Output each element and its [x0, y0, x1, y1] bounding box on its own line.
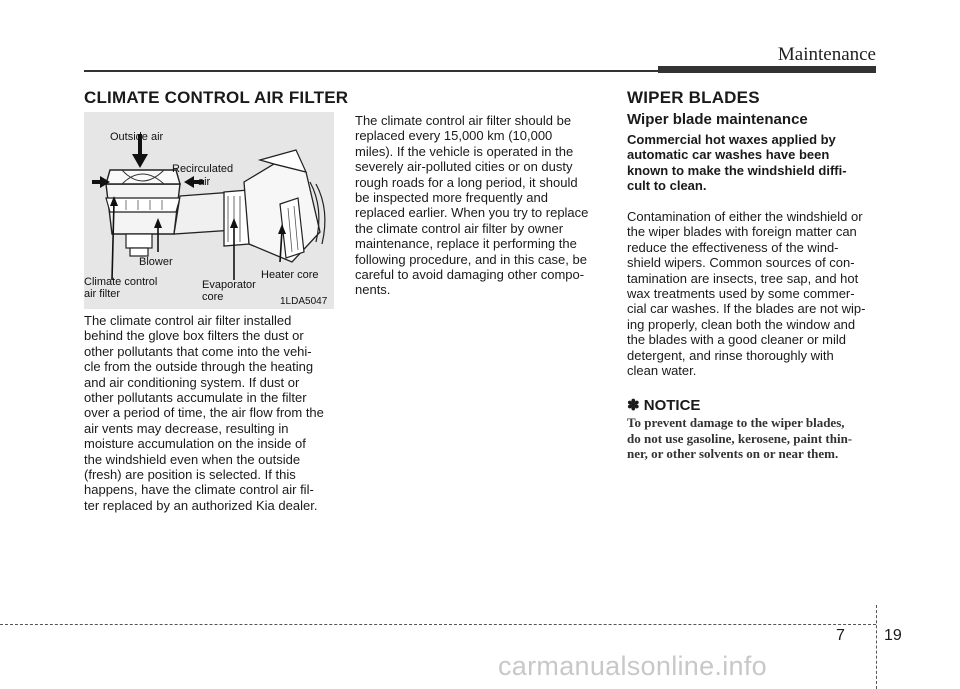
footer-rule	[0, 624, 876, 625]
hot-wax-warning-paragraph: Commercial hot waxes applied by automatic car washes have been known to make the windshield diffi- cult to clean.	[627, 132, 847, 194]
page-number: 19	[884, 627, 902, 644]
label-recirculated-air-1: Recirculated	[172, 163, 234, 175]
label-climate-filter-1: Climate control	[84, 276, 158, 288]
chapter-number: 7	[836, 627, 845, 644]
notice-title: ✽ NOTICE	[627, 397, 701, 414]
figure-code: 1LDA5047	[280, 296, 328, 307]
notice-text: To prevent damage to the wiper blades, do not use gasoline, kerosene, paint thin- ner, or other solvents on or near them.	[627, 415, 853, 461]
label-climate-filter-2: air filter	[84, 288, 121, 300]
figure-climate-control-diagram	[84, 112, 334, 309]
replacement-interval-paragraph: The climate control air filter should be replaced every 15,000 km (10,000 miles). If the vehicle is operated in the severely air-polluted cities or on dusty rough roads for a long period, it should be inspected more frequently and replaced earlier. When you try to replace the climate control air filter by owner maintenance, replace it performing the following procedure, and in this case, be careful to avoid damaging other compo- nents.	[355, 113, 589, 298]
label-outside-air: Outside air	[110, 131, 164, 143]
label-evaporator-1: Evaporator	[202, 279, 256, 291]
label-recirculated-air-2: air	[198, 176, 211, 188]
section-title-climate-filter: CLIMATE CONTROL AIR FILTER	[84, 88, 349, 107]
contamination-paragraph: Contamination of either the windshield or the wiper blades with foreign matter can reduce the effectiveness of the wind- shield wipers. Common sources of con- tamination are insects, tree sap, and hot wax treatments used by some commer- cial car washes. If the blades are not wip- ing properly, clean both the window and the blades with a good cleaner or mild detergent, and rinse thoroughly with clean water.	[627, 209, 866, 379]
label-heater-core: Heater core	[261, 269, 319, 281]
header-rule-tab	[658, 66, 876, 73]
footer-divider	[876, 605, 877, 689]
running-header-title: Maintenance	[777, 44, 876, 65]
label-evaporator-2: core	[202, 291, 224, 303]
climate-filter-paragraph: The climate control air filter installed behind the glove box filters the dust or other pollutants that come into the vehi- cle from the outside through the heating and air conditioning system. If dust or other pollutants accumulate in the filter over a period of time, the air flow from the air vents may decrease, resulting in moisture accumulation on the inside of the windshield even when the outside (fresh) are position is selected. If this happens, have the climate control air fil- ter replaced by an authorized Kia dealer.	[84, 313, 324, 513]
watermark-text: carmanualsonline.info	[498, 651, 767, 681]
section-title-wiper-blades: WIPER BLADES	[627, 88, 760, 107]
label-blower: Blower	[139, 256, 173, 268]
subtitle-wiper-maintenance: Wiper blade maintenance	[627, 111, 808, 128]
